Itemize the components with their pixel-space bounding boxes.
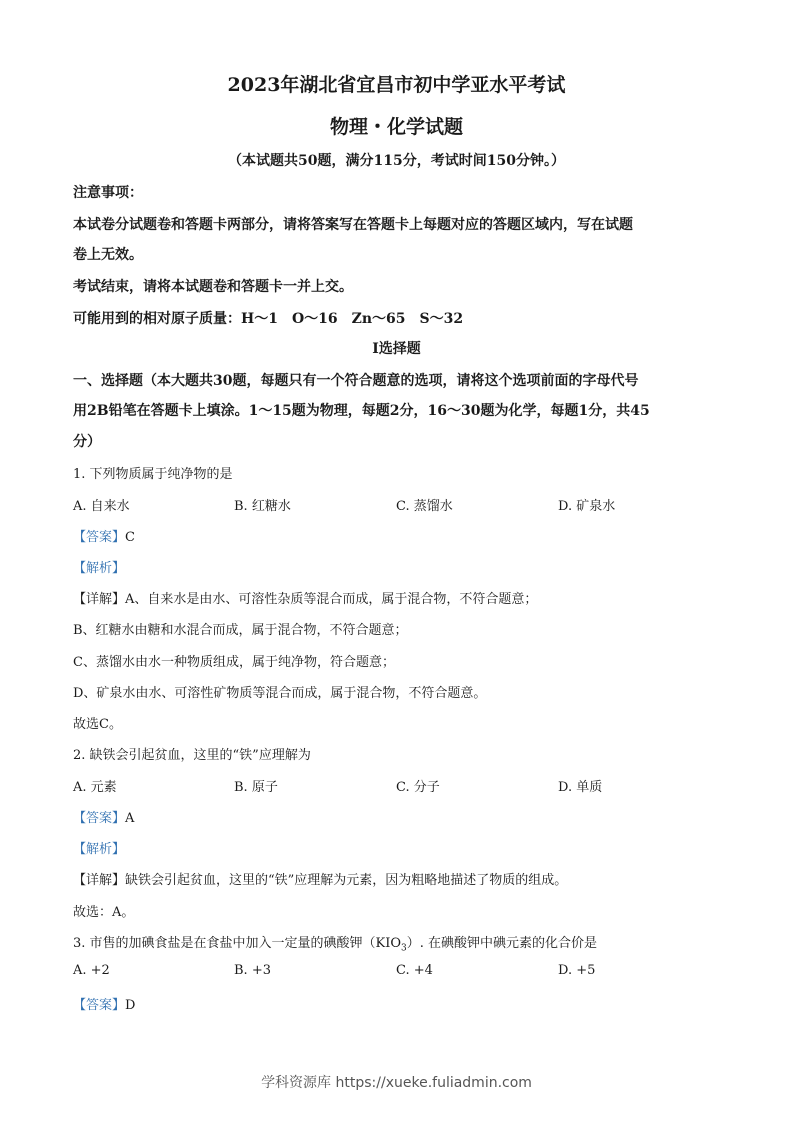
notice-line: 本试卷分试题卷和答题卡两部分，请将答案写在答题卡上每题对应的答题区域内，写在试题 [73, 217, 633, 233]
answer-tag: 【答案】 [73, 811, 126, 826]
question-stem [73, 932, 597, 954]
part-title: Ⅰ选择题 [372, 341, 421, 357]
option-d: D. 单质 [558, 780, 603, 795]
stem-text: 3. 市售的加碘食盐是在食盐中加入一定量的碘酸钾（KIO [73, 936, 402, 951]
option-a: A. 元素 [73, 780, 117, 795]
option-d: D. +5 [558, 963, 596, 978]
detail-line [73, 588, 537, 607]
option-a: A. 自来水 [73, 499, 130, 514]
detail-tag: 【详解】 [73, 873, 126, 888]
detail-text: C、蒸馏水由水一种物质组成，属于纯净物，符合题意； [73, 655, 395, 670]
detail-tag: 【详解】 [73, 592, 126, 607]
subscript: 3 [401, 943, 407, 954]
analysis-tag: 【解析】 [73, 842, 126, 857]
answer-line [73, 994, 135, 1013]
option-b: B. 原子 [234, 780, 278, 795]
page-subtitle: 物理・化学试题 [329, 116, 463, 138]
option-c: C. 分子 [396, 780, 440, 795]
detail-line [73, 869, 567, 888]
option-a: A. +2 [73, 963, 110, 978]
stem-text: ）. 在碘酸钾中碘元素的化合价是 [406, 936, 598, 951]
answer-line [73, 526, 135, 545]
conclusion: 故选C。 [73, 717, 122, 732]
question-stem: 1. 下列物质属于纯净物的是 [73, 467, 233, 482]
option-b: B. +3 [234, 963, 271, 978]
detail-text: D、矿泉水由水、可溶性矿物质等混合而成，属于混合物，不符合题意。 [73, 686, 487, 701]
answer-line [73, 807, 134, 826]
answer-tag: 【答案】 [73, 998, 126, 1013]
atomic-mass-line: 可能用到的相对原子质量：H～1 O～16 Zn～65 S～32 [73, 311, 464, 327]
notice-line: 卷上无效。 [73, 247, 143, 263]
page-title: 2023年湖北省宜昌市初中学亚水平考试 [227, 74, 566, 96]
detail-text: B、红糖水由糖和水混合而成，属于混合物，不符合题意； [73, 623, 408, 638]
detail-text: 缺铁会引起贫血，这里的“铁”应理解为元素，因为粗略地描述了物质的组成。 [125, 873, 568, 888]
footer-watermark: 学科资源库 https://xueke.fuliadmin.com [261, 1075, 532, 1091]
exam-info: （本试题共50题，满分115分，考试时间150分钟。） [228, 153, 565, 169]
section-intro: 一、选择题（本大题共30题，每题只有一个符合题意的选项，请将这个选项前面的字母代号 [73, 373, 639, 389]
conclusion: 故选：A。 [73, 905, 135, 920]
option-c: C. +4 [396, 963, 433, 978]
answer-value: A [125, 811, 135, 826]
section-intro: 用2B铅笔在答题卡上填涂。1～15题为物理，每题2分，16～30题为化学，每题1分，共45 [73, 403, 650, 419]
answer-tag: 【答案】 [73, 530, 126, 545]
answer-value: C [125, 530, 135, 545]
question-stem: 2. 缺铁会引起贫血，这里的“铁”应理解为 [73, 748, 311, 763]
notice-line: 考试结束，请将本试题卷和答题卡一并上交。 [73, 279, 353, 295]
option-c: C. 蒸馏水 [396, 499, 453, 514]
notice-heading: 注意事项： [73, 185, 143, 201]
option-b: B. 红糖水 [234, 499, 291, 514]
option-d: D. 矿泉水 [558, 499, 616, 514]
section-intro: 分） [73, 434, 101, 450]
detail-text: A、自来水是由水、可溶性杂质等混合而成，属于混合物，不符合题意； [125, 592, 538, 607]
answer-value: D [125, 998, 136, 1013]
analysis-tag: 【解析】 [73, 561, 126, 576]
